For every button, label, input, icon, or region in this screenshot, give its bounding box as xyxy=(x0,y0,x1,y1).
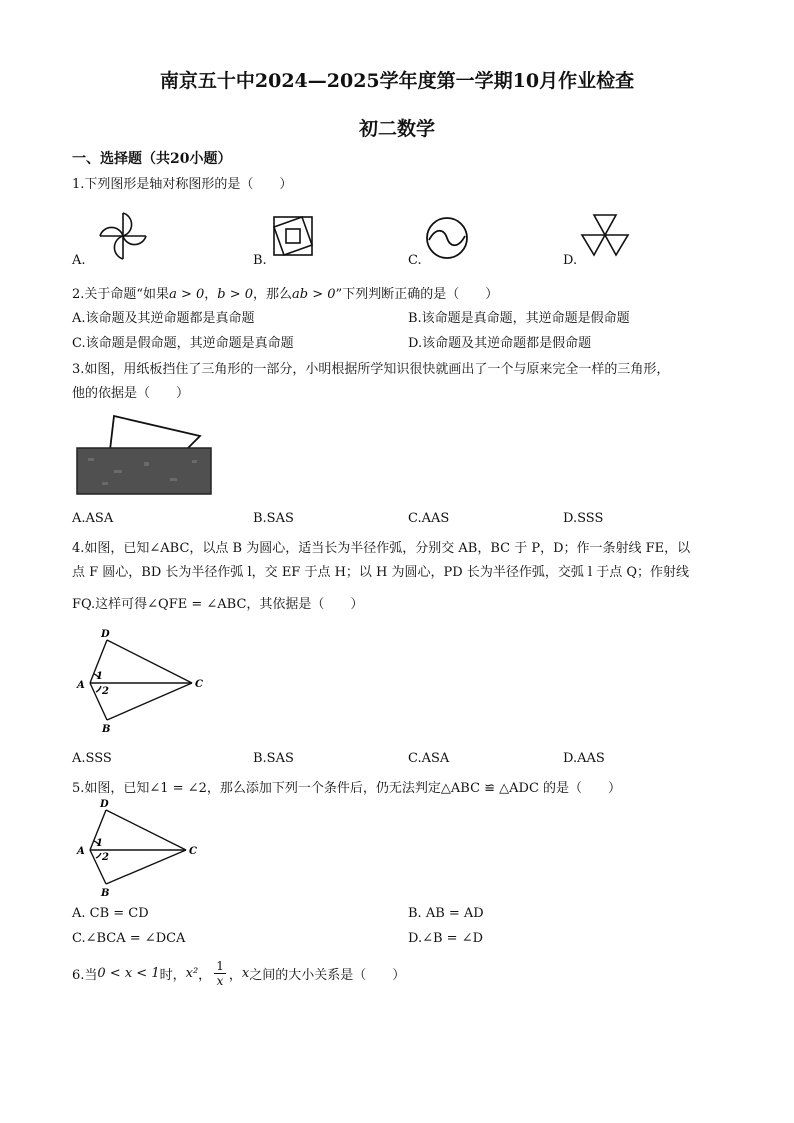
q3-option-c: C.AAS xyxy=(408,511,450,526)
q2-stem-prefix: 2.关于命题“如果 xyxy=(72,287,170,302)
kite-figure-q5 xyxy=(74,796,210,900)
q6-condition: 0 < x < 1 xyxy=(97,965,160,981)
q2-option-d: D.该命题及其逆命题都是假命题 xyxy=(408,336,592,351)
q4-label-a: A xyxy=(77,680,85,691)
q1-option-d: D. xyxy=(563,253,578,268)
q4-label-d: D xyxy=(101,629,110,640)
q5-label-b: B xyxy=(101,888,110,899)
q4-option-c: C.ASA xyxy=(408,751,450,766)
q6-term-x: x xyxy=(241,965,250,981)
q2-condition-a: a > 0 xyxy=(169,287,205,302)
q5-option-b: B. AB = AD xyxy=(408,906,484,921)
section-heading: 一、选择题（共20小题） xyxy=(72,151,232,167)
covered-triangle-figure xyxy=(74,410,216,500)
three-triangles-figure xyxy=(578,211,632,265)
q6-term-x-squared: x² xyxy=(185,965,199,981)
q1-option-c: C. xyxy=(408,253,422,268)
q3-stem-line1: 3.如图，用纸板挡住了三角形的一部分，小明根据所学知识很快就画出了一个与原来完全一样的三角形， xyxy=(72,362,670,377)
q6-fraction-numerator: 1 xyxy=(216,958,224,973)
q2-option-c: C.该命题是假命题，其逆命题是真命题 xyxy=(72,336,294,351)
kite-figure-q4 xyxy=(74,626,214,736)
q1-option-a: A. xyxy=(72,253,86,268)
q6-fraction-denominator: x xyxy=(216,973,224,988)
q1-option-b: B. xyxy=(253,253,267,268)
q4-label-b: B xyxy=(102,724,111,735)
q5-option-c: C.∠BCA = ∠DCA xyxy=(72,931,186,946)
q2-option-b: B.该命题是真命题，其逆命题是假命题 xyxy=(408,311,630,326)
q2-conclusion: ab > 0 xyxy=(292,287,336,302)
q3-option-b: B.SAS xyxy=(253,511,294,526)
q5-option-a: A. CB = CD xyxy=(72,906,149,921)
q4-stem-line3: FQ.这样可得∠QFE = ∠ABC，其依据是（ ） xyxy=(72,597,364,612)
q5-label-angle-1: 1 xyxy=(96,838,103,849)
page-subtitle: 初二数学 xyxy=(358,118,435,140)
q6-comma-2: ， xyxy=(228,967,242,983)
q4-option-b: B.SAS xyxy=(253,751,294,766)
q2-stem-suffix: ”下列判断正确的是（ ） xyxy=(335,287,499,302)
q4-label-angle-2: 2 xyxy=(102,686,109,697)
q6-stem-suffix: 之间的大小关系是（ ） xyxy=(249,967,406,983)
pinwheel-figure xyxy=(92,205,154,267)
q2-separator-1: ， xyxy=(204,287,218,302)
q5-stem: 5.如图，已知∠1 = ∠2，那么添加下列一个条件后，仍无法判定△ABC ≌ △ADC 的是（ ） xyxy=(72,781,622,796)
q4-stem-line2: 点 F 圆心，BD 长为半径作弧 l，交 EF 于点 H；以 H 为圆心，PD 长为半径作弧，交弧 l 于点 Q；作射线 xyxy=(72,565,690,580)
q4-label-c: C xyxy=(195,679,203,690)
q5-label-angle-2: 2 xyxy=(102,852,109,863)
q6-fraction xyxy=(214,959,226,988)
q4-stem-line1: 4.如图，已知∠ABC，以点 B 为圆心，适当长为半径作弧，分别交 AB，BC 于 P，D；作一条射线 FE，以 xyxy=(72,541,691,556)
q5-option-d: D.∠B = ∠D xyxy=(408,931,484,946)
q5-label-c: C xyxy=(189,846,197,857)
q6-stem xyxy=(72,955,405,991)
q4-option-a: A.SSS xyxy=(72,751,112,766)
q6-stem-prefix: 6.当 xyxy=(72,967,98,983)
q3-option-a: A.ASA xyxy=(72,511,114,526)
q2-separator-2: ，那么 xyxy=(253,287,293,302)
q5-label-d: D xyxy=(100,799,109,810)
nested-squares-figure xyxy=(270,213,316,259)
q3-option-d: D.SSS xyxy=(563,511,604,526)
q4-label-angle-1: 1 xyxy=(96,671,103,682)
q3-stem-line2: 他的依据是（ ） xyxy=(72,386,190,401)
q6-comma-1: ， xyxy=(198,967,212,983)
page-title: 南京五十中2024—2025学年度第一学期10月作业检查 xyxy=(159,70,635,92)
q1-stem: 1.下列图形是轴对称图形的是（ ） xyxy=(72,177,293,192)
yin-yang-figure xyxy=(424,215,470,261)
q2-stem xyxy=(72,283,498,302)
q6-stem-mid: 时， xyxy=(159,967,186,983)
q5-label-a: A xyxy=(77,846,85,857)
q2-condition-b: b > 0 xyxy=(217,287,254,302)
q4-option-d: D.AAS xyxy=(563,751,605,766)
q2-option-a: A.该命题及其逆命题都是真命题 xyxy=(72,311,255,326)
